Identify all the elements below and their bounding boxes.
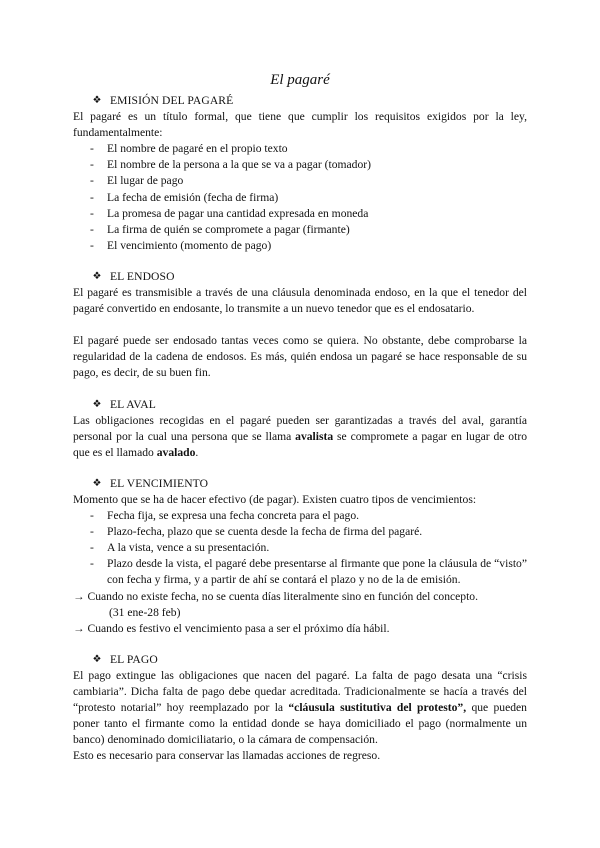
vencimiento-intro: Momento que se ha de hacer efectivo (de pagar). Existen cuatro tipos de vencimientos: [73,492,477,506]
heading-text: EL AVAL [110,397,156,411]
section-heading-pago [92,652,527,668]
list-item: - El vencimiento (momento de pago) [73,238,527,254]
section-heading-aval [92,397,527,413]
list-item: - La promesa de pagar una cantidad expresada en moneda [73,206,527,222]
vencimiento-note-1: → Cuando no existe fecha, no se cuenta días literalmente sino en función del concepto. [73,589,479,603]
document-title: El pagaré [270,72,330,88]
diamond-bullet-icon: ❖ [92,270,102,282]
diamond-bullet-icon: ❖ [92,398,102,410]
list-item: - Fecha fija, se expresa una fecha concreta para el pago. [73,508,527,524]
vencimiento-note-1-example: (31 ene-28 feb) [109,605,181,619]
list-item: - La fecha de emisión (fecha de firma) [73,190,527,206]
heading-text: EL PAGO [110,652,158,666]
endoso-paragraph-1: El pagaré es transmisible a través de una cláusula denominada endoso, en la que el tenedor del pagaré convertido en endosante, lo transmite a un nuevo tenedor que es el endosatario. [73,286,527,316]
section-heading-vencimiento [92,476,527,492]
pago-paragraph: El pago extingue las obligaciones que nacen del pagaré. La falta de pago desata una “crisis cambiaria”. Dicha falta de pago debe quedar acreditada. Tradicionalmente se hacía a través del “protesto notarial” hoy reemplazado por la “cláusula sustitutiva del protesto”, que pueden poner tanto el firmante como la entidad donde se haya domiciliado el pago (normalmente un banco) denominado domiciliatario, o la cámara de compensación. [73,668,527,747]
section-heading-emision [92,93,527,109]
list-item: - La firma de quién se compromete a pagar (firmante) [73,222,527,238]
list-item: - El nombre de pagaré en el propio texto [73,141,527,157]
term-clausula-sustitutiva: “cláusula sustitutiva del protesto”, [288,701,467,715]
heading-text: EL VENCIMIENTO [110,476,209,490]
emision-requirements-list [73,141,527,254]
emision-intro: El pagaré es un título formal, que tiene que cumplir los requisitos exigidos por la ley, fundamentalmente: [73,110,527,140]
aval-paragraph: Las obligaciones recogidas en el pagaré pueden ser garantizadas a través del aval, garantía personal por la cual una persona que se llama avalista se compromete a pagar en lugar de otro que es el llamado avalado. [73,413,527,459]
term-avalista: avalista [295,429,334,443]
list-item: - A la vista, vence a su presentación. [73,540,527,556]
vencimiento-note-2: → Cuando es festivo el vencimiento pasa a ser el próximo día hábil. [73,621,390,635]
term-avalado: avalado [156,445,196,459]
document-body [73,93,527,764]
pago-paragraph-2: Esto es necesario para conservar las llamadas acciones de regreso. [73,749,381,763]
diamond-bullet-icon: ❖ [92,95,102,106]
list-item: - Plazo desde la vista, el pagaré debe presentarse al firmante que pone la cláusula de “visto” con fecha y firma, y a partir de ahí se contará el plazo y no de la de emisión. [73,556,527,588]
list-item: - El nombre de la persona a la que se va a pagar (tomador) [73,157,527,173]
list-item: - Plazo-fecha, plazo que se cuenta desde la fecha de firma del pagaré. [73,524,527,540]
diamond-bullet-icon: ❖ [92,653,102,665]
heading-text: EMISIÓN DEL PAGARÉ [110,94,234,107]
endoso-paragraph-2: El pagaré puede ser endosado tantas veces como se quiera. No obstante, debe comprobarse la regularidad de la cadena de endosos. Es más, quién endosa un pagaré se hace responsable de su pago, es decir, de su buen fin. [73,334,527,380]
list-item: - El lugar de pago [73,173,527,189]
vencimiento-types-list [73,508,527,588]
heading-text: EL ENDOSO [110,269,175,283]
section-heading-endoso [92,269,527,285]
diamond-bullet-icon: ❖ [92,477,102,489]
